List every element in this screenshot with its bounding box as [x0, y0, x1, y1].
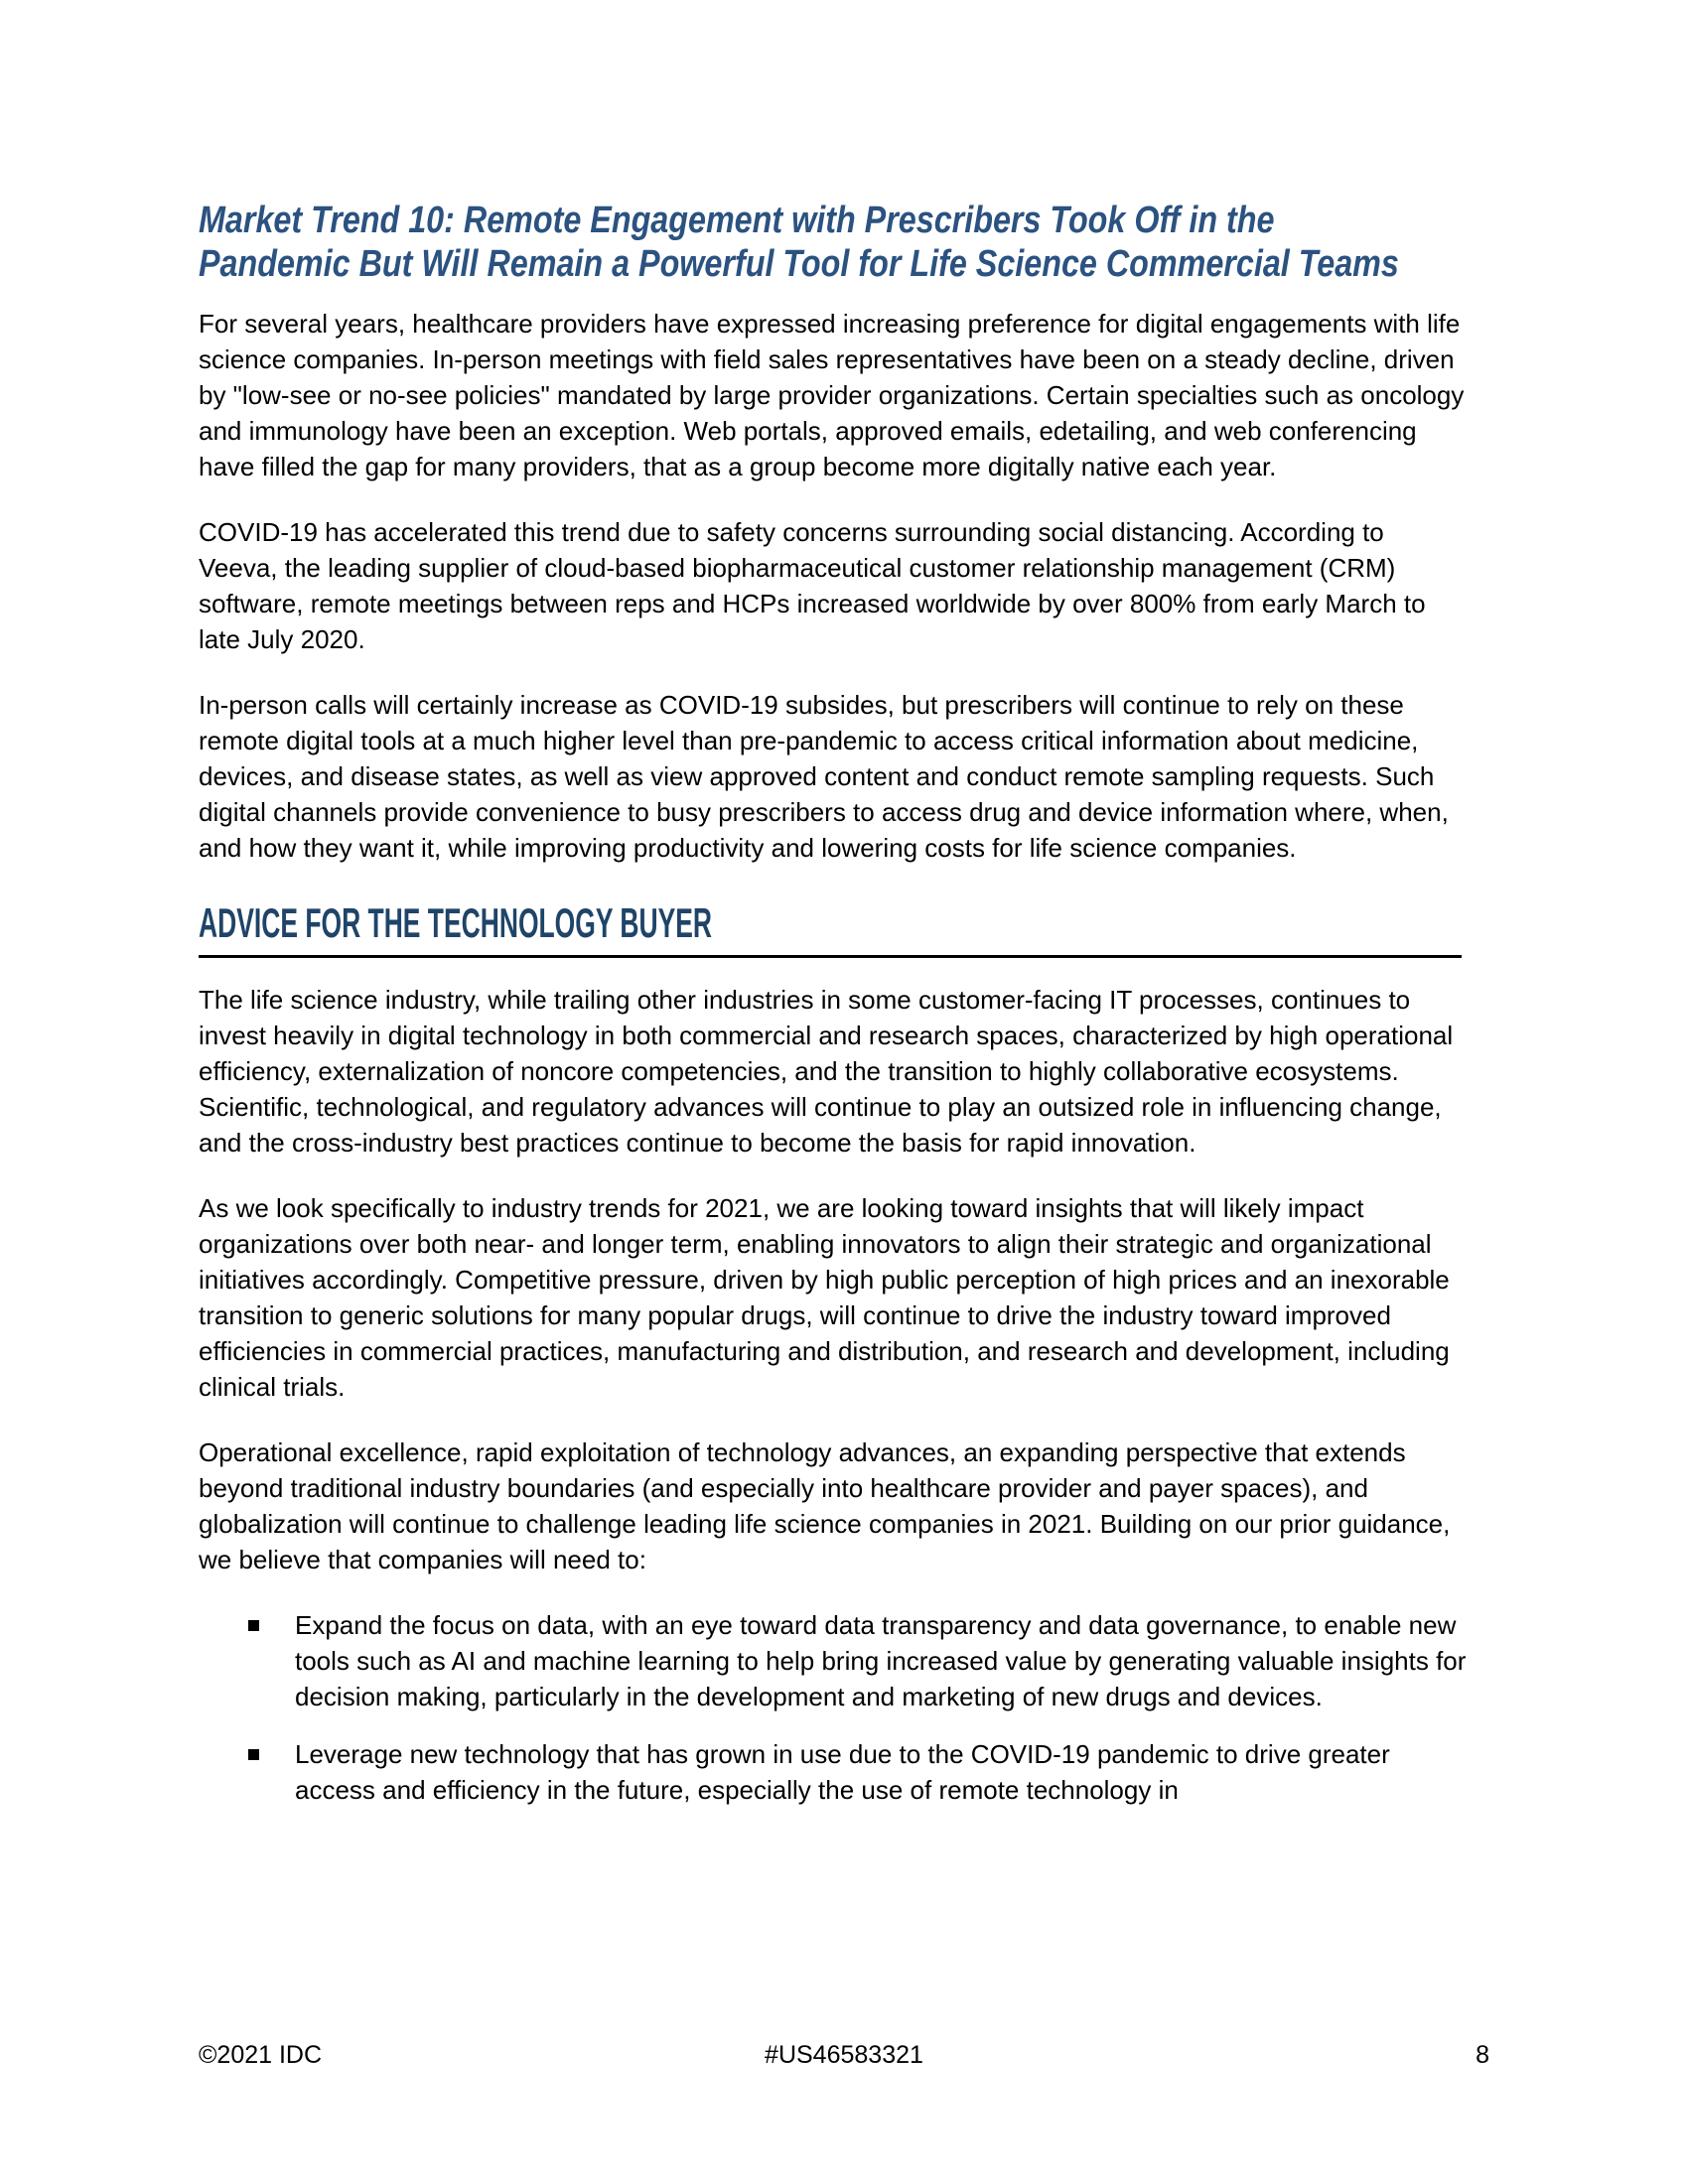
bullet-list [199, 1607, 1470, 1808]
trend-heading [199, 199, 1399, 286]
bullet-text: Expand the focus on data, with an eye toward data transparency and data governance, to enable new tools such as AI and machine learning to help bring increased value by generating valuable insights for decision making, particularly in the development and marketing of new drugs and devices. [295, 1610, 1467, 1711]
intro-paragraph-2: COVID-19 has accelerated this trend due to safety concerns surrounding social distancing. According to Veeva, the leading supplier of cloud-based biopharmaceutical customer relationship management (CRM) software, remote meetings between reps and HCPs increased worldwide by over 800% from early March to late July 2020. [199, 517, 1426, 654]
trend-heading-line-2: Pandemic But Will Remain a Powerful Tool for Life Science Commercial Teams [199, 243, 1399, 285]
footer-copyright: ©2021 IDC [199, 2041, 323, 2069]
section-divider [199, 955, 1462, 958]
advice-paragraph-2: As we look specifically to industry trends for 2021, we are looking toward insights that will likely impact organizations over both near- and longer term, enabling innovators to align their strategic and organizational initiatives accordingly. Competitive pressure, driven by high public perception of high prices and an inexorable transition to generic solutions for many popular drugs, will continue to drive the industry toward improved efficiencies in commercial practices, manufacturing and distribution, and research and development, including clinical trials. [199, 1193, 1450, 1402]
bullet-item [199, 1736, 1470, 1808]
intro-paragraph-1: For several years, healthcare providers have expressed increasing preference for digital engagements with life science companies. In-person meetings with field sales representatives have been on a steady decline, driven by "low-see or no-see policies" mandated by large provider organizations. Certain specialties such as oncology and immunology have been an exception. Web portals, approved emails, edetailing, and web conferencing have filled the gap for many providers, that as a group become more digitally native each year. [199, 309, 1465, 481]
intro-paragraph-3: In-person calls will certainly increase as COVID-19 subsides, but prescribers will continue to rely on these remote digital tools at a much higher level than pre-pandemic to access critical information about medicine, devices, and disease states, as well as view approved content and conduct remote sampling requests. Such digital channels provide convenience to busy prescribers to access drug and device information where, when, and how they want it, while improving productivity and lowering costs for life science companies. [199, 690, 1449, 863]
bullet-item [199, 1607, 1470, 1714]
footer-doc-id: #US46583321 [765, 2041, 923, 2069]
bullet-square-icon [248, 1620, 259, 1631]
advice-paragraph-3: Operational excellence, rapid exploitation of technology advances, an expanding perspective that extends beyond traditional industry boundaries (and especially into healthcare provider and payer spaces), and globalization will continue to challenge leading life science companies in 2021. Building on our prior guidance, we believe that companies will need to: [199, 1437, 1451, 1574]
bullet-square-icon [248, 1749, 259, 1760]
page-content [199, 199, 1470, 1830]
footer-page-number: 8 [1476, 2041, 1489, 2069]
advice-paragraph-1: The life science industry, while trailing other industries in some customer-facing IT processes, continues to invest heavily in digital technology in both commercial and research spaces, characterized by high operational efficiency, externalization of noncore competencies, and the transition to highly collaborative ecosystems. Scientific, technological, and regulatory advances will continue to play an outsized role in influencing change, and the cross-industry best practices continue to become the basis for rapid innovation. [199, 985, 1454, 1158]
trend-heading-line-1: Market Trend 10: Remote Engagement with Prescribers Took Off in the [199, 200, 1275, 241]
page-footer [199, 2041, 1489, 2070]
section-heading: ADVICE FOR THE TECHNOLOGY BUYER [199, 899, 712, 946]
bullet-text: Leverage new technology that has grown in use due to the COVID-19 pandemic to drive greater access and efficiency in the future, especially the use of remote technology in [295, 1739, 1390, 1805]
